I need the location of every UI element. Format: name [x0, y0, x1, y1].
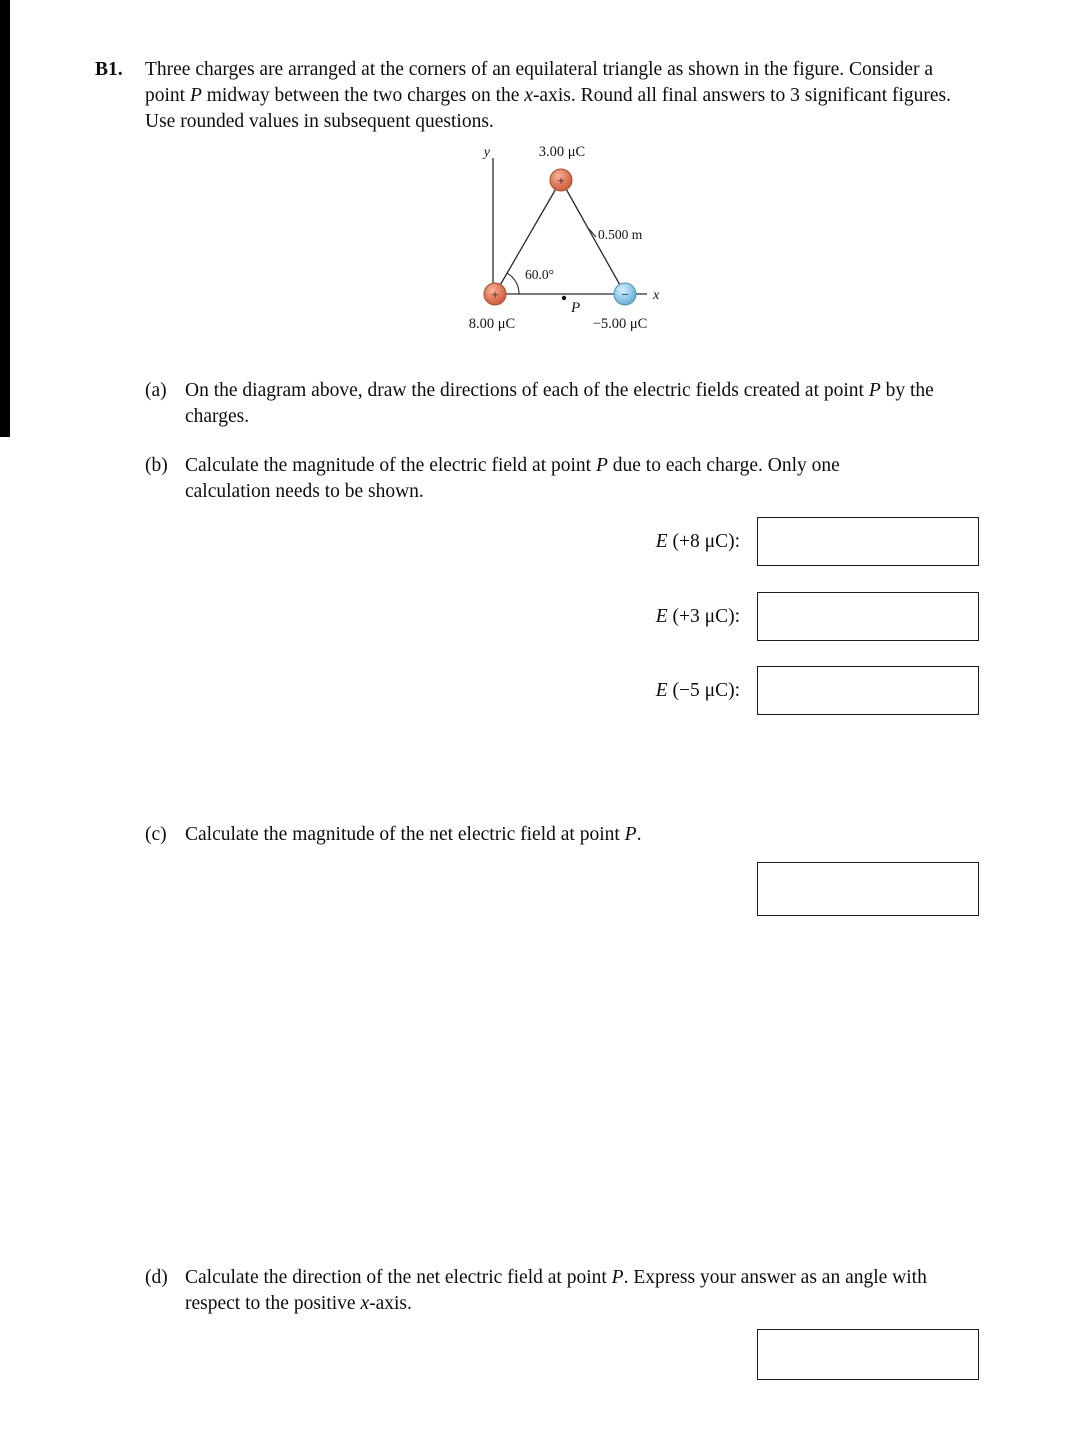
- figure-charge-triangle[interactable]: [450, 140, 680, 340]
- answer-box-direction[interactable]: [757, 1329, 979, 1380]
- angle-arc: [507, 273, 519, 294]
- field-label-e-minus5: E (−5 μC):: [655, 680, 740, 701]
- part-b-text: Calculate the magnitude of the electric field at point P due to each charge. Only one calculation needs to be shown.: [185, 455, 840, 502]
- part-d-text: Calculate the direction of the net electric field at point P. Express your answer as an angle with respect to the positive x-axis.: [185, 1267, 927, 1314]
- angle-label: 60.0°: [525, 267, 555, 282]
- part-c-text: Calculate the magnitude of the net electric field at point P.: [185, 824, 642, 845]
- problem-statement: Three charges are arranged at the corners of an equilateral triangle as shown in the figure. Consider a point P midway between the two charges on the x-axis. Round all final answers to 3 significant figures. Use rounded values in subsequent questions.: [145, 59, 952, 132]
- side-length-label: 0.500 m: [598, 227, 643, 242]
- point-p-label: P: [571, 300, 581, 316]
- part-b-label: (b): [145, 455, 168, 476]
- field-label-e-plus3: E (+3 μC):: [655, 606, 740, 627]
- y-axis-label: y: [483, 145, 490, 160]
- answer-box-e-plus3[interactable]: [757, 592, 979, 641]
- answer-box-net-field[interactable]: [757, 862, 979, 916]
- top-charge-label: 3.00 μC: [538, 144, 586, 160]
- plus-sign-top-charge: +: [557, 173, 565, 188]
- part-c-label: (c): [145, 824, 167, 845]
- plus-sign-left-charge: +: [491, 287, 499, 302]
- field-label-e-plus8: E (+8 μC):: [655, 531, 740, 552]
- point-p-dot: [562, 296, 566, 300]
- part-a-label: (a): [145, 380, 167, 401]
- part-d-label: (d): [145, 1267, 168, 1288]
- answer-box-e-plus8[interactable]: [757, 517, 979, 566]
- problem-number: B1.: [95, 59, 123, 80]
- part-a-text: On the diagram above, draw the directions of each of the electric fields created at point P by the charges.: [185, 380, 934, 427]
- answer-box-e-minus5[interactable]: [757, 666, 979, 715]
- minus-sign-right-charge: −: [621, 287, 629, 302]
- scan-artifact-bar: [0, 0, 10, 437]
- right-charge-label: −5.00 μC: [592, 316, 648, 332]
- x-axis-label: x: [653, 288, 660, 303]
- left-charge-label: 8.00 μC: [468, 316, 516, 332]
